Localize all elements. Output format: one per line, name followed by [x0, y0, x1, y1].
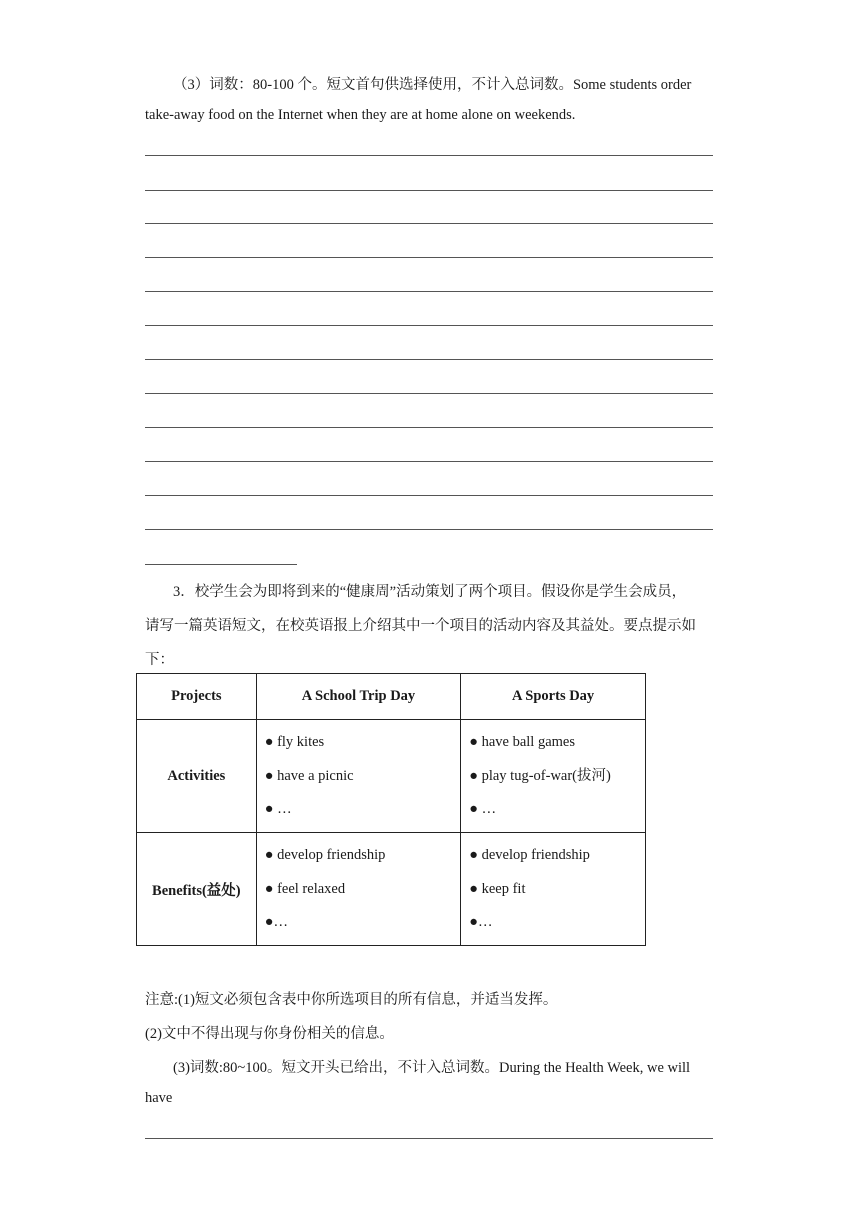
list-item: ●… — [264, 914, 288, 931]
list-item: ● have ball games — [469, 734, 575, 750]
list-item: ● … — [469, 801, 497, 818]
question-3-intro: 3．校学生会为即将到来的“健康周”活动策划了两个项目。假设你是学生会成员， — [173, 584, 687, 600]
answer-line — [145, 427, 713, 428]
question-3-intro-end: 下： — [145, 652, 174, 668]
row-label-benefits: Benefits(益处) — [137, 833, 257, 946]
header-projects: Projects — [137, 674, 257, 720]
word-count-instruction: （3）词数：80-100 个。短文首句供选择使用，不计入总词数。Some students order — [173, 77, 692, 93]
school-trip-benefits — [256, 833, 461, 946]
list-item: ● develop friendship — [264, 847, 386, 863]
answer-line — [145, 495, 713, 496]
sports-day-activities — [461, 720, 646, 833]
list-item: ●… — [469, 914, 493, 931]
answer-line — [145, 529, 713, 530]
school-trip-activities — [256, 720, 461, 833]
question-3-intro-cont: 请写一篇英语短文，在校英语报上介绍其中一个项目的活动内容及其益处。要点提示如 — [145, 618, 696, 634]
sports-day-benefits — [461, 833, 646, 946]
header-sports-day: A Sports Day — [461, 674, 646, 720]
answer-line — [145, 359, 713, 360]
note-3-opening: have — [145, 1090, 173, 1106]
header-school-trip: A School Trip Day — [256, 674, 461, 720]
answer-line — [145, 155, 713, 156]
answer-line — [145, 223, 713, 224]
list-item: ● keep fit — [469, 880, 526, 897]
list-item: ● develop friendship — [469, 847, 590, 863]
projects-table — [136, 673, 646, 946]
list-item: ● feel relaxed — [264, 880, 346, 897]
table-row-benefits — [137, 833, 646, 946]
answer-line — [145, 1138, 713, 1139]
list-item: ● have a picnic — [264, 767, 354, 784]
table-row-activities — [137, 720, 646, 833]
note-2: (2)文中不得出现与你身份相关的信息。 — [145, 1026, 394, 1042]
list-item: ● fly kites — [264, 734, 325, 750]
list-item: ● play tug-of-war(拔河) — [469, 767, 611, 784]
list-item: ● … — [264, 801, 292, 818]
row-label-activities: Activities — [137, 720, 257, 833]
answer-line — [145, 393, 713, 394]
answer-line — [145, 190, 713, 191]
answer-line — [145, 291, 713, 292]
answer-line — [145, 325, 713, 326]
answer-line — [145, 257, 713, 258]
note-1: 注意:(1)短文必须包含表中你所选项目的所有信息，并适当发挥。 — [145, 992, 558, 1008]
answer-line — [145, 461, 713, 462]
answer-line-end — [145, 564, 297, 565]
opening-sentence-continuation: take-away food on the Internet when they are at home alone on weekends. — [145, 107, 576, 123]
table-header-row — [137, 674, 646, 720]
note-3: (3)词数:80~100。短文开头已给出，不计入总词数。During the Health Week, we will — [173, 1060, 691, 1076]
